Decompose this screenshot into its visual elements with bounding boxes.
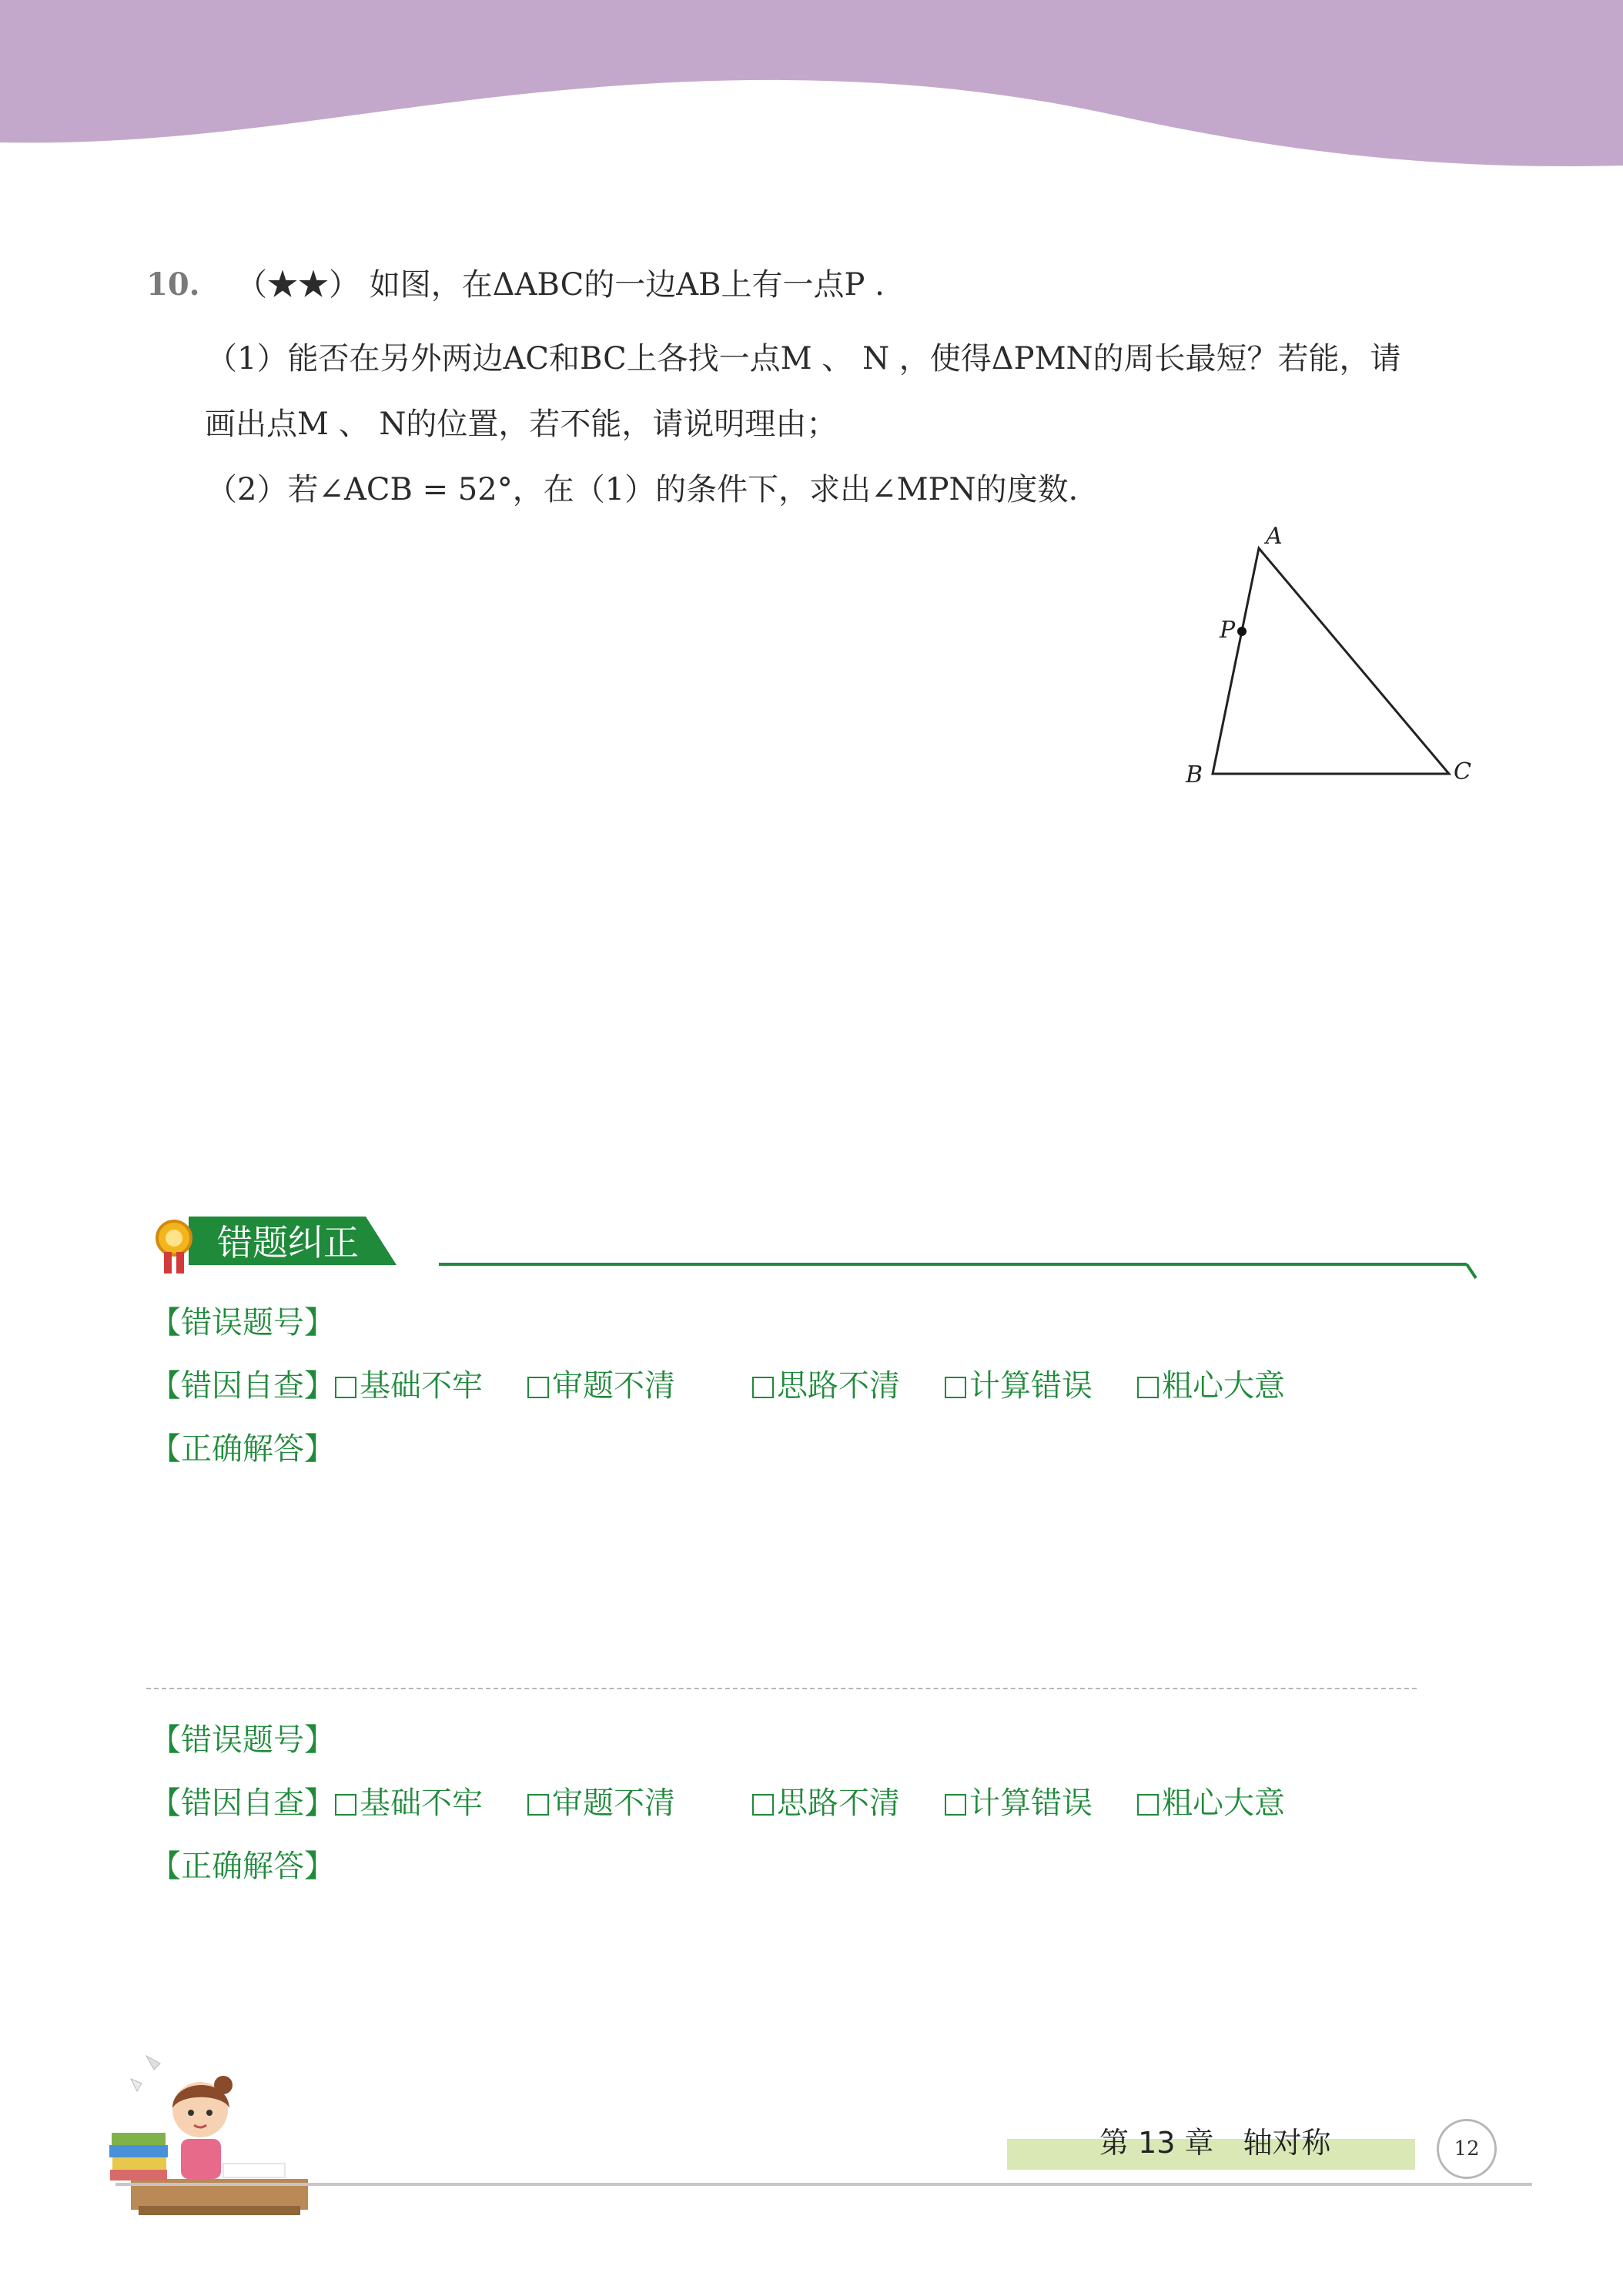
problem-intro-line: [146, 263, 885, 306]
page-number: 12: [1437, 2119, 1497, 2179]
option-basic[interactable]: 基础不牢: [335, 1782, 527, 1825]
checkbox-icon[interactable]: [527, 1794, 549, 1816]
option-careless[interactable]: 粗心大意: [1137, 1782, 1285, 1825]
block1-reason-label: 【错因自查】: [150, 1368, 335, 1404]
checkbox-icon[interactable]: [1137, 1377, 1159, 1398]
label-a: A: [1266, 524, 1283, 550]
checkbox-icon[interactable]: [752, 1794, 774, 1816]
block2-answer-label: 【正确解答】: [150, 1849, 335, 1884]
problem-part2: （2）若∠ACB = 52°，在（1）的条件下，求出∠MPN的度数.: [206, 472, 1079, 507]
option-unclear-thinking[interactable]: 思路不清: [752, 1364, 945, 1407]
problem-stars: （★★）: [236, 267, 360, 303]
option-unclear-thinking[interactable]: 思路不清: [752, 1782, 945, 1825]
student-mascot-illustration: [108, 2048, 316, 2217]
option-calc-error[interactable]: 计算错误: [945, 1782, 1137, 1825]
problem-part1-line2: 画出点M 、 N的位置，若不能，请说明理由；: [205, 407, 838, 442]
label-b: B: [1186, 761, 1203, 785]
footer-rule: [115, 2183, 1532, 2186]
section-title: 错题纠正: [217, 1222, 359, 1263]
triangle-abc: [1213, 548, 1449, 774]
option-misread[interactable]: 审题不清: [527, 1782, 752, 1825]
checkbox-icon[interactable]: [1137, 1794, 1159, 1816]
label-c: C: [1454, 758, 1471, 785]
checkbox-icon[interactable]: [752, 1377, 774, 1398]
problem-part1-line1: （1）能否在另外两边AC和BC上各找一点M 、 N ，使得ΔPMN的周长最短？若能，请: [206, 341, 1401, 377]
problem-number: 10.: [146, 266, 200, 303]
block2-reason-label: 【错因自查】: [150, 1786, 335, 1821]
checkbox-icon[interactable]: [945, 1794, 966, 1816]
option-basic[interactable]: 基础不牢: [335, 1364, 527, 1407]
option-careless[interactable]: 粗心大意: [1137, 1364, 1285, 1407]
triangle-figure: [1170, 524, 1494, 785]
checkbox-icon[interactable]: [527, 1377, 549, 1398]
block1-answer-label: 【正确解答】: [150, 1431, 335, 1467]
block2-question-no: 【错误题号】: [150, 1722, 335, 1758]
block1-question-no: 【错误题号】: [150, 1305, 335, 1340]
dashed-divider: [146, 1688, 1417, 1689]
option-calc-error[interactable]: 计算错误: [945, 1364, 1137, 1407]
footer-chapter-title: 第 13 章 轴对称: [1099, 2126, 1331, 2160]
option-misread[interactable]: 审题不清: [527, 1364, 752, 1407]
checkbox-icon[interactable]: [335, 1794, 356, 1816]
block2-reason-row: [150, 1782, 1285, 1825]
header-wave-banner: [0, 0, 1623, 177]
checkbox-icon[interactable]: [335, 1377, 356, 1398]
block1-reason-row: [150, 1364, 1285, 1407]
checkbox-icon[interactable]: [945, 1377, 966, 1398]
problem-intro: 如图，在ΔABC的一边AB上有一点P .: [369, 267, 885, 303]
point-p-marker: [1237, 627, 1247, 636]
label-p: P: [1220, 617, 1236, 644]
